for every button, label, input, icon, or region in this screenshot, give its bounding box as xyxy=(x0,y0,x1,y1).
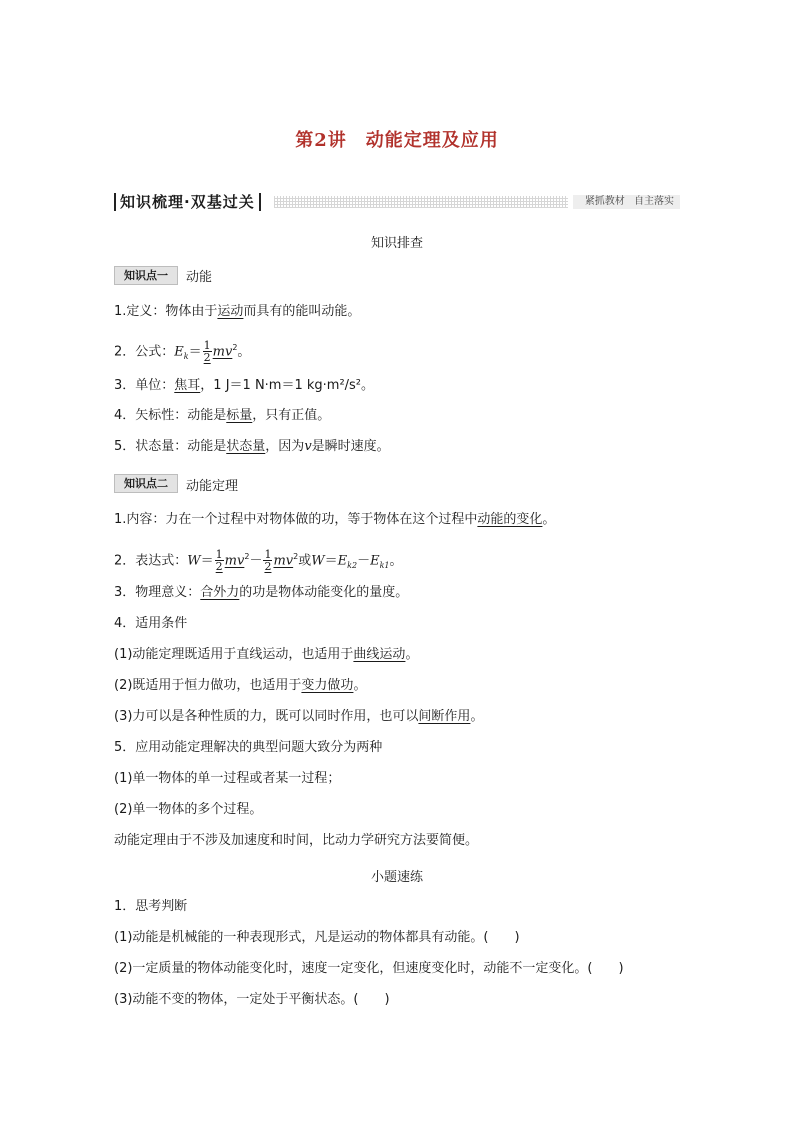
section-banner xyxy=(114,193,680,211)
section-tag: 自主落实 xyxy=(634,196,674,207)
item-scalar: 4．矢标性：动能是标量，只有正值。 xyxy=(114,408,331,423)
section-title: 知识梳理·双基过关 xyxy=(114,193,261,211)
knowledge-badge: 知识点一 xyxy=(114,266,178,285)
item-meaning: 3．物理意义：合外力的功是物体动能变化的量度。 xyxy=(114,585,409,600)
heading-review: 知识排查 xyxy=(370,236,423,251)
knowledge-heading: 动能定理 xyxy=(186,479,239,494)
knowledge-heading: 动能 xyxy=(186,270,213,285)
section-tag: 紧抓教材 xyxy=(584,196,625,207)
fraction: $\frac{1}{2}$ xyxy=(215,548,223,574)
page-title: 第2讲 动能定理及应用 xyxy=(295,130,499,151)
judgement-item: (3)动能不变的物体，一定处于平衡状态。( ) xyxy=(114,992,390,1007)
banner-hatch-pattern xyxy=(274,196,568,208)
item-state: 5．状态量：动能是状态量，因为v是瞬时速度。 xyxy=(114,439,390,454)
application-1: (1)单一物体的单一过程或者某一过程； xyxy=(114,771,341,786)
item-expression: 2．表达式：W＝ $\frac{1}{2}$ $mv^2-$ $\frac{1}{2}$ $mv^2$或$W=E_{k2}-E_{k1}$。 xyxy=(114,548,403,574)
practice-question: 1．思考判断 xyxy=(114,899,188,914)
condition-1: (1)动能定理既适用于直线运动，也适用于曲线运动。 xyxy=(114,647,419,662)
knowledge-badge: 知识点二 xyxy=(114,474,178,493)
judgement-item: (1)动能是机械能的一种表现形式，凡是运动的物体都具有动能。( ) xyxy=(114,930,520,945)
item-applications: 5．应用动能定理解决的典型问题大致分为两种 xyxy=(114,740,383,755)
item-conditions: 4．适用条件 xyxy=(114,616,188,631)
fraction: $\frac{1}{2}$ xyxy=(264,548,272,574)
condition-3: (3)力可以是各种性质的力，既可以同时作用，也可以间断作用。 xyxy=(114,709,484,724)
condition-2: (2)既适用于恒力做功，也适用于变力做功。 xyxy=(114,678,367,693)
fraction: $\frac{1}{2}$ xyxy=(203,339,211,365)
judgement-item: (2)一定质量的物体动能变化时，速度一定变化，但速度变化时，动能不一定变化。( ) xyxy=(114,961,624,976)
heading-practice: 小题速练 xyxy=(370,870,423,885)
item-definition: 1.定义：物体由于运动而具有的能叫动能。 xyxy=(114,304,361,319)
item-content: 1.内容：力在一个过程中对物体做的功，等于物体在这个过程中动能的变化。 xyxy=(114,512,556,527)
section-tags xyxy=(573,195,680,209)
application-2: (2)单一物体的多个过程。 xyxy=(114,802,263,817)
item-formula: 2．公式：$E_k=$ $\frac{1}{2}$ $mv^2$。 xyxy=(114,339,251,365)
note-text: 动能定理由于不涉及加速度和时间，比动力学研究方法要简便。 xyxy=(114,833,479,848)
item-unit: 3．单位：焦耳，1 J＝1 N·m＝1 kg·m²/s²。 xyxy=(114,378,375,393)
